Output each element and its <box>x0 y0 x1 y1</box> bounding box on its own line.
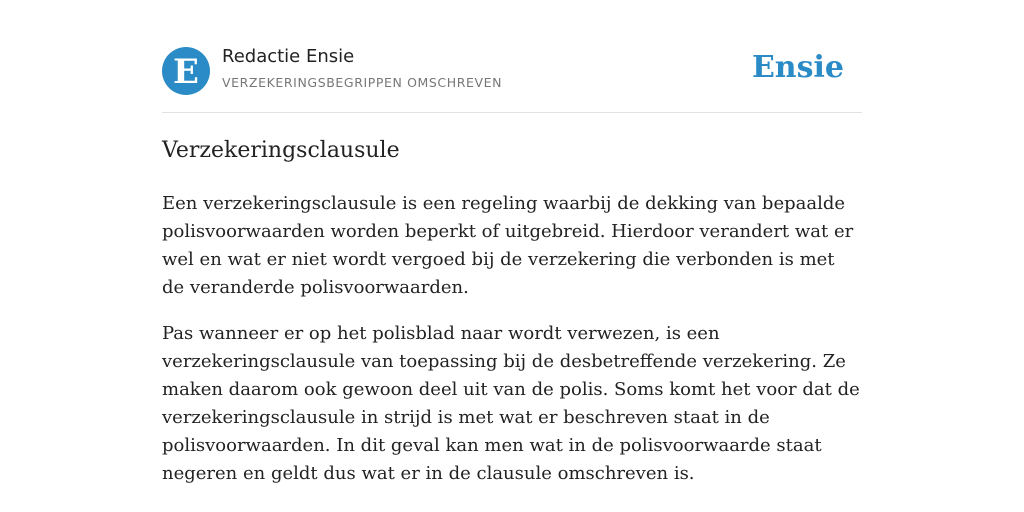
article-title: Verzekeringsclausule <box>162 138 400 163</box>
author-avatar <box>162 47 210 95</box>
author-name[interactable]: Redactie Ensie <box>222 46 355 67</box>
article-paragraph: Pas wanneer er op het polisblad naar wordt verwezen, is een verzekeringsclausule van toepassing bij de desbetreffende verzekering. Ze maken daarom ook gewoon deel uit van de polis. Soms komt het voor dat de verzekeringsclausule in strijd is met wat er beschreven staat in de polisvoorwaarden. In dit geval kan men wat in de polisvoorwaarde staat negeren en geldt dus wat er in de clausule omschreven is. <box>162 323 860 484</box>
article-header <box>162 0 862 113</box>
brand-logo[interactable]: Ensie <box>751 50 844 85</box>
article-body <box>162 190 862 506</box>
page-container <box>162 0 862 484</box>
article-paragraph: Een verzekeringsclausule is een regeling waarbij de dekking van bepaalde polisvoorwaarden worden beperkt of uitgebreid. Hierdoor verandert wat er wel en wat er niet wordt vergoed bij de verzekering die verbonden is met de veranderde polisvoorwaarden. <box>162 193 854 298</box>
avatar-letter: E <box>173 51 199 92</box>
category-subtitle[interactable]: VERZEKERINGSBEGRIPPEN OMSCHREVEN <box>222 75 503 90</box>
